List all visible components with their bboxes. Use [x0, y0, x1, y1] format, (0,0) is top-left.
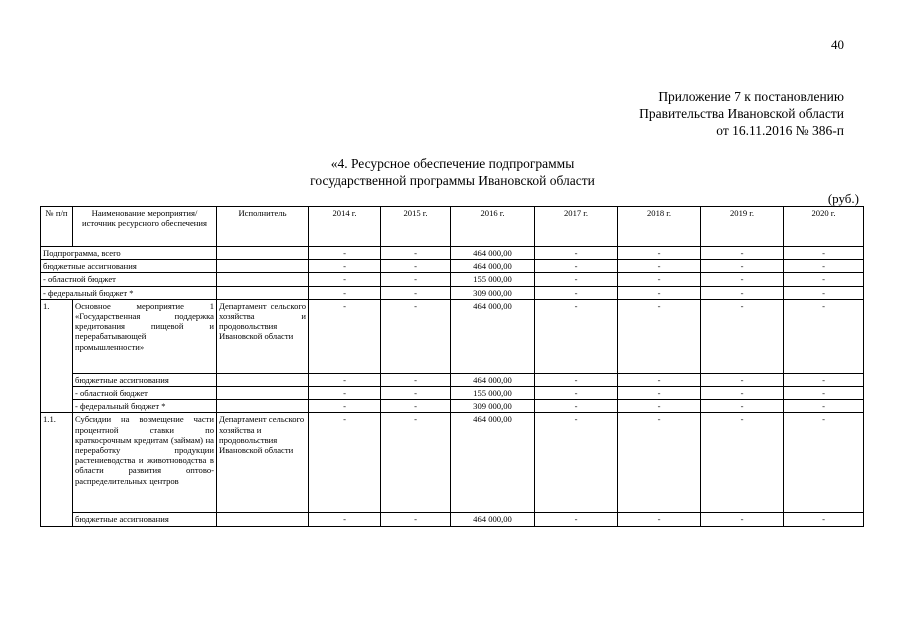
cell-2019: -: [701, 247, 784, 260]
table-row: [41, 387, 864, 400]
cell-2016: 309 000,00: [451, 286, 535, 299]
title-line-1: «4. Ресурсное обеспечение подпрограммы: [330, 156, 575, 171]
cell-2015: -: [381, 286, 451, 299]
cell-2018: -: [618, 387, 701, 400]
row-num: 1.1.: [41, 413, 73, 526]
table-row: [41, 513, 864, 526]
cell-2020: -: [784, 413, 864, 513]
header-2018: 2018 г.: [618, 207, 701, 247]
header-2017: 2017 г.: [535, 207, 618, 247]
row-executor: [217, 286, 309, 299]
cell-2018: -: [618, 286, 701, 299]
header-executor: Исполнитель: [217, 207, 309, 247]
cell-2017: -: [535, 299, 618, 373]
title-line-2: государственной программы Ивановской области: [310, 173, 595, 188]
cell-2019: -: [701, 400, 784, 413]
section-title: [0, 155, 905, 189]
cell-2014: -: [309, 273, 381, 286]
cell-2015: -: [381, 260, 451, 273]
cell-2020: -: [784, 373, 864, 386]
cell-2020: -: [784, 273, 864, 286]
cell-2016: 155 000,00: [451, 273, 535, 286]
cell-2018: -: [618, 400, 701, 413]
cell-2020: -: [784, 400, 864, 413]
cell-2017: -: [535, 413, 618, 513]
table-row: [41, 273, 864, 286]
cell-2020: -: [784, 513, 864, 526]
page-number: 40: [831, 37, 844, 52]
header-2015: 2015 г.: [381, 207, 451, 247]
cell-2020: -: [784, 299, 864, 373]
header-num: № п/п: [41, 207, 73, 247]
table-row: [41, 247, 864, 260]
cell-2017: -: [535, 400, 618, 413]
cell-2020: -: [784, 387, 864, 400]
cell-2014: -: [309, 400, 381, 413]
cell-2015: -: [381, 247, 451, 260]
row-executor: [217, 260, 309, 273]
cell-2019: -: [701, 260, 784, 273]
cell-2014: -: [309, 247, 381, 260]
header-2019: 2019 г.: [701, 207, 784, 247]
cell-2016: 464 000,00: [451, 513, 535, 526]
table-row: [41, 400, 864, 413]
cell-2017: -: [535, 273, 618, 286]
cell-2019: -: [701, 373, 784, 386]
appendix-line-3: от 16.11.2016 № 386-п: [716, 123, 844, 138]
cell-2019: -: [701, 286, 784, 299]
cell-2016: 464 000,00: [451, 373, 535, 386]
cell-2015: -: [381, 413, 451, 513]
cell-2014: -: [309, 299, 381, 373]
cell-2019: -: [701, 299, 784, 373]
cell-2014: -: [309, 373, 381, 386]
cell-2014: -: [309, 413, 381, 513]
row-name: бюджетные ассигнования: [41, 260, 217, 273]
appendix-header: [639, 88, 844, 139]
table-row: [41, 373, 864, 386]
row-executor: Департамент сельского хозяйства и продовольствия Ивановской области: [217, 413, 309, 513]
row-name: - областной бюджет: [41, 273, 217, 286]
row-executor: [217, 387, 309, 400]
cell-2015: -: [381, 273, 451, 286]
cell-2017: -: [535, 247, 618, 260]
row-name: бюджетные ассигнования: [73, 373, 217, 386]
cell-2016: 155 000,00: [451, 387, 535, 400]
header-2020: 2020 г.: [784, 207, 864, 247]
row-name: Подпрограмма, всего: [41, 247, 217, 260]
table-header-row: [41, 207, 864, 247]
cell-2017: -: [535, 260, 618, 273]
cell-2015: -: [381, 373, 451, 386]
cell-2016: 464 000,00: [451, 247, 535, 260]
header-2014: 2014 г.: [309, 207, 381, 247]
cell-2018: -: [618, 299, 701, 373]
cell-2018: -: [618, 247, 701, 260]
cell-2018: -: [618, 260, 701, 273]
cell-2016: 309 000,00: [451, 400, 535, 413]
cell-2015: -: [381, 513, 451, 526]
cell-2018: -: [618, 373, 701, 386]
cell-2019: -: [701, 413, 784, 513]
cell-2014: -: [309, 513, 381, 526]
table-row: [41, 413, 864, 513]
row-name: Основное мероприятие 1 «Государственная поддержка кредитования пищевой и перерабатывающей промышленности»: [73, 299, 217, 373]
cell-2019: -: [701, 513, 784, 526]
cell-2017: -: [535, 513, 618, 526]
cell-2019: -: [701, 387, 784, 400]
cell-2020: -: [784, 247, 864, 260]
row-executor: [217, 273, 309, 286]
cell-2014: -: [309, 387, 381, 400]
table-row: [41, 286, 864, 299]
cell-2016: 464 000,00: [451, 299, 535, 373]
cell-2018: -: [618, 273, 701, 286]
cell-2018: -: [618, 413, 701, 513]
row-executor: Департамент сельского хозяйства и продовольствия Ивановской области: [217, 299, 309, 373]
header-2016: 2016 г.: [451, 207, 535, 247]
cell-2015: -: [381, 299, 451, 373]
row-num: 1.: [41, 299, 73, 413]
cell-2017: -: [535, 387, 618, 400]
header-name: Наименование мероприятия/ источник ресурсного обеспечения: [73, 207, 217, 247]
cell-2017: -: [535, 286, 618, 299]
row-name: бюджетные ассигнования: [73, 513, 217, 526]
cell-2018: -: [618, 513, 701, 526]
units-label: (руб.): [827, 191, 859, 206]
cell-2020: -: [784, 260, 864, 273]
row-executor: [217, 247, 309, 260]
table-row: [41, 260, 864, 273]
row-executor: [217, 400, 309, 413]
row-executor: [217, 373, 309, 386]
cell-2016: 464 000,00: [451, 413, 535, 513]
row-executor: [217, 513, 309, 526]
row-name: - федеральный бюджет *: [73, 400, 217, 413]
cell-2015: -: [381, 400, 451, 413]
row-name: - федеральный бюджет *: [41, 286, 217, 299]
cell-2015: -: [381, 387, 451, 400]
table-row: [41, 299, 864, 373]
resource-table: [40, 206, 864, 527]
appendix-line-2: Правительства Ивановской области: [639, 106, 844, 121]
appendix-line-1: Приложение 7 к постановлению: [658, 89, 844, 104]
row-name: - областной бюджет: [73, 387, 217, 400]
row-name: Субсидии на возмещение части процентной ставки по краткосрочным кредитам (займам) на переработку продукции растениеводства и животноводства в области развития оптово-распределительных центров: [73, 413, 217, 513]
cell-2014: -: [309, 286, 381, 299]
cell-2017: -: [535, 373, 618, 386]
cell-2016: 464 000,00: [451, 260, 535, 273]
cell-2014: -: [309, 260, 381, 273]
cell-2019: -: [701, 273, 784, 286]
cell-2020: -: [784, 286, 864, 299]
